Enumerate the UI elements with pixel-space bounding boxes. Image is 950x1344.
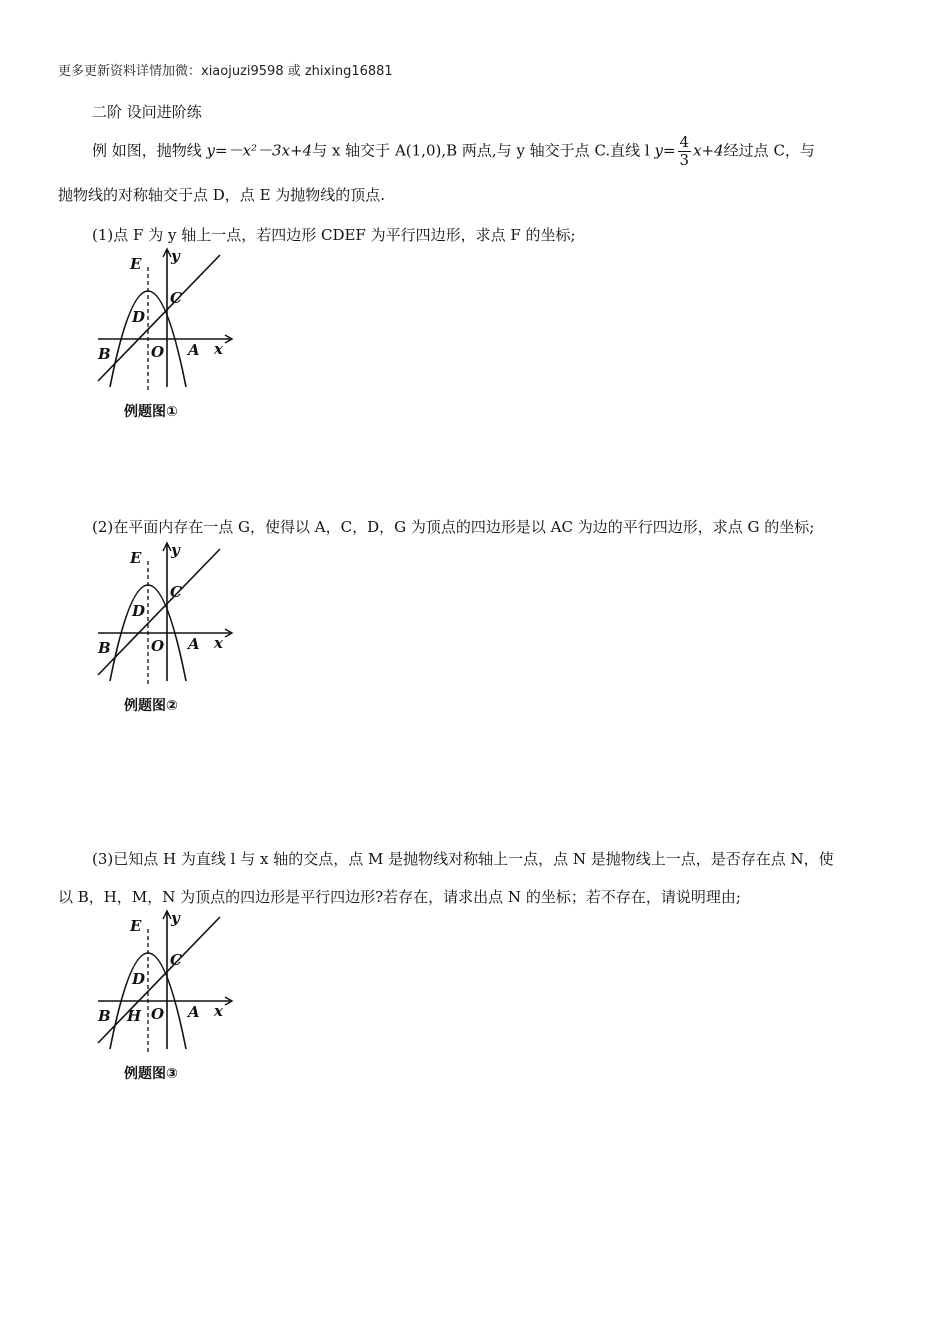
example-tail: 经过点 C，与 [723,141,815,160]
example-line-1 [92,134,815,169]
figure-3-graph [92,907,242,1087]
label-b: B [98,345,111,363]
label-c: C [170,289,182,307]
label-e: E [130,549,142,567]
label-x: x [214,634,223,652]
label-o: O [151,343,165,361]
label-d: D [132,602,146,620]
page-header: 更多更新资料详情加微：xiaojuzi9598 或 zhixing16881 [58,64,393,79]
figure-caption: 例题图③ [124,1066,178,1082]
label-b: B [98,639,111,657]
figure-3 [92,907,242,1087]
line-l [98,917,220,1043]
question-3-line-1: (3)已知点 H 为直线 l 与 x 轴的交点，点 M 是抛物线对称轴上一点，点 N 是抛物线上一点，是否存在点 N，使 [92,850,834,868]
label-x: x [214,340,223,358]
question-3-line-2: 以 B，H，M，N 为顶点的四边形是平行四边形?若存在，请求出点 N 的坐标；若不存在，请说明理由; [58,888,741,906]
line-l [98,549,220,675]
figure-1-graph [92,245,242,425]
label-h: H [127,1007,142,1025]
label-e: E [130,917,142,935]
fraction [678,134,692,169]
label-c: C [170,951,182,969]
line-l [98,255,220,381]
label-b: B [98,1007,111,1025]
label-e: E [130,255,142,273]
parabola-equation: y=－x²－3x+4 [206,141,313,160]
example-mid: 与 x 轴交于 A(1,0),B 两点,与 y 轴交于点 C.直线 l [312,141,655,160]
label-a: A [188,635,200,653]
label-y: y [171,247,180,265]
label-c: C [170,583,182,601]
example-lead: 例 如图，抛物线 [92,141,207,160]
question-1: (1)点 F 为 y 轴上一点，若四边形 CDEF 为平行四边形，求点 F 的坐标; [92,226,576,244]
figure-2-graph [92,539,242,719]
figure-caption: 例题图① [124,404,178,420]
figure-caption: 例题图② [124,698,178,714]
label-a: A [188,1003,200,1021]
fraction-denominator: 3 [679,151,690,169]
label-d: D [132,970,146,988]
figure-1 [92,245,242,425]
figure-2 [92,539,242,719]
question-2: (2)在平面内存在一点 G，使得以 A，C，D，G 为顶点的四边形是以 AC 为边的平行四边形，求点 G 的坐标; [92,518,815,536]
section-title: 二阶 设问进阶练 [92,103,202,121]
label-x: x [214,1002,223,1020]
line-equation-rest: x+4 [693,141,724,160]
label-y: y [171,909,180,927]
label-a: A [188,341,200,359]
label-o: O [151,637,165,655]
line-equation-y: y= [654,141,676,160]
example-line-2: 抛物线的对称轴交于点 D，点 E 为抛物线的顶点. [58,186,386,204]
label-o: O [151,1005,165,1023]
label-y: y [171,541,180,559]
label-d: D [132,308,146,326]
fraction-numerator: 4 [679,133,690,151]
